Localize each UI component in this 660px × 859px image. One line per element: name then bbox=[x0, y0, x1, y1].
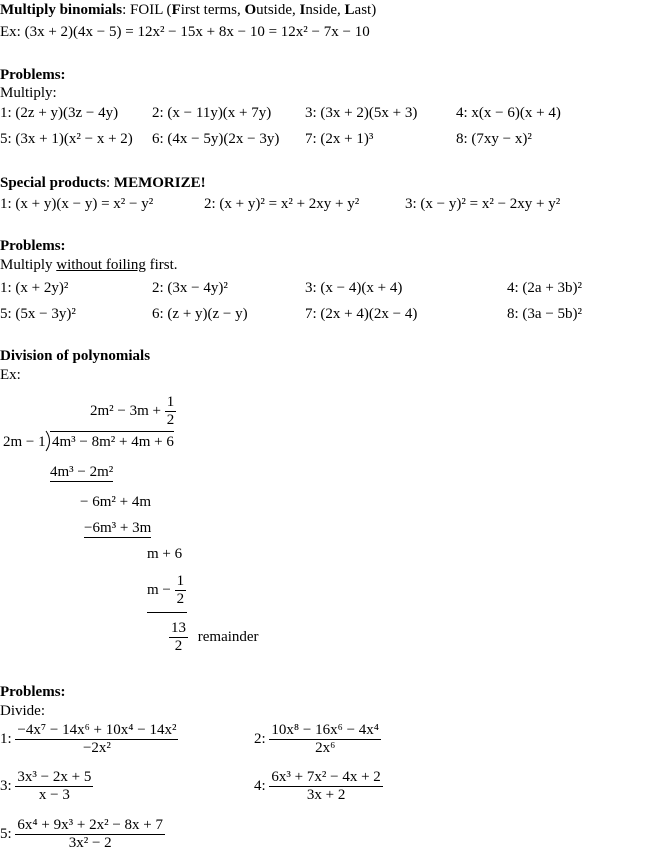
division-step-4: m + 6 bbox=[147, 546, 183, 562]
problem2-item-7: 7: (2x + 4)(2x − 4) bbox=[305, 306, 418, 322]
division-remainder: $\frac{13}{2}$ remainder bbox=[171, 620, 259, 654]
problem1-item-2: 2: (x − 11y)(x + 7y) bbox=[152, 105, 272, 121]
problem2-item-3: 3: (x − 4)(x + 4) bbox=[305, 280, 403, 296]
divide-problem-1-fraction: $\frac{\text{−4x⁷ − 14x⁶ + 10x⁴ − 14x²}}{\text{−2x²}}$ bbox=[17, 722, 177, 756]
problems2-instruction: Multiply without foiling first. bbox=[0, 257, 178, 273]
division-step-1: 4m³ − 2m² bbox=[50, 464, 114, 480]
problem1-item-6: 6: (4x − 5y)(2x − 3y) bbox=[152, 131, 280, 147]
foil-example: Ex: (3x + 2)(4x − 5) = 12x² − 15x + 8x − 10 = 12x² − 7x − 10 bbox=[0, 24, 370, 40]
divide-problem-4-fraction: $\frac{\text{6x³ + 7x² − 4x + 2}}{3x + 2}$ bbox=[271, 769, 381, 803]
special-heading: Special products: MEMORIZE! bbox=[0, 175, 206, 191]
division-heading: Division of polynomials bbox=[0, 348, 151, 364]
special-item-2: 2: (x + y)² = x² + 2xy + y² bbox=[204, 196, 360, 212]
division-separator-line bbox=[147, 612, 187, 613]
problem2-item-8: 8: (3a − 5b)² bbox=[507, 306, 583, 322]
problem1-item-5: 5: (3x + 1)(x² − x + 2) bbox=[0, 131, 133, 147]
divide-problem-5: 5: $\frac{\text{6x⁴ + 9x³ + 2x² − 8x + 7}}{\text{3x² − 2}}$ bbox=[0, 817, 163, 851]
divide-problem-4: 4: $\frac{\text{6x³ + 7x² − 4x + 2}}{3x + 2}$ bbox=[254, 769, 381, 803]
problem1-item-3: 3: (3x + 2)(5x + 3) bbox=[305, 105, 418, 121]
problem2-item-5: 5: (5x − 3y)² bbox=[0, 306, 76, 322]
problem2-item-1: 1: (x + 2y)² bbox=[0, 280, 69, 296]
divide-problem-2-fraction: $\frac{\text{10x⁸ − 16x⁶ − 4x⁴}}{\text{2x⁶}}$ bbox=[271, 722, 380, 756]
division-quotient: 2m² − 3m + $\frac{1}{2}$ bbox=[90, 394, 175, 428]
problem1-item-8: 8: (7xy − x)² bbox=[456, 131, 532, 147]
problem2-item-2: 2: (3x − 4y)² bbox=[152, 280, 228, 296]
divide-problem-3: 3: $\frac{\text{3x³ − 2x + 5}}{x - 3}$ bbox=[0, 769, 92, 803]
foil-heading: Multiply binomials: FOIL (First terms, Outside, Inside, Last) bbox=[0, 2, 377, 18]
problem2-item-4: 4: (2a + 3b)² bbox=[507, 280, 583, 296]
special-item-3: 3: (x − y)² = x² − 2xy + y² bbox=[405, 196, 561, 212]
division-divisor: 2m − 1 bbox=[3, 434, 46, 450]
divide-problem-1: 1: $\frac{\text{−4x⁷ − 14x⁶ + 10x⁴ − 14x²}}{\text{−2x²}}$ bbox=[0, 722, 177, 756]
division-ex-label: Ex: bbox=[0, 367, 21, 383]
problems2-heading: Problems: bbox=[0, 238, 66, 254]
problems3-instruction: Divide: bbox=[0, 703, 45, 719]
quotient-fraction: $\frac{1}{2}$ bbox=[166, 394, 175, 428]
division-step-3: −6m³ + 3m bbox=[84, 520, 152, 536]
problem1-item-7: 7: (2x + 1)³ bbox=[305, 131, 374, 147]
problem2-item-6: 6: (z + y)(z − y) bbox=[152, 306, 248, 322]
step5-fraction: $\frac{1}{2}$ bbox=[176, 573, 185, 607]
divide-problem-3-fraction: $\frac{\text{3x³ − 2x + 5}}{x - 3}$ bbox=[17, 769, 92, 803]
division-step-5: m − $\frac{1}{2}$ bbox=[147, 573, 185, 607]
problems1-heading: Problems: bbox=[0, 67, 66, 83]
problems3-heading: Problems: bbox=[0, 684, 66, 700]
divide-problem-5-fraction: $\frac{\text{6x⁴ + 9x³ + 2x² − 8x + 7}}{\text{3x² − 2}}$ bbox=[17, 817, 163, 851]
special-item-1: 1: (x + y)(x − y) = x² − y² bbox=[0, 196, 154, 212]
division-step-2: − 6m² + 4m bbox=[80, 494, 152, 510]
problems1-instruction: Multiply: bbox=[0, 85, 57, 101]
problem1-item-4: 4: x(x − 6)(x + 4) bbox=[456, 105, 561, 121]
problem1-item-1: 1: (2z + y)(3z − 4y) bbox=[0, 105, 119, 121]
division-dividend: 4m³ − 8m² + 4m + 6 bbox=[50, 431, 174, 451]
remainder-fraction: $\frac{13}{2}$ bbox=[171, 620, 186, 654]
divide-problem-2: 2: $\frac{\text{10x⁸ − 16x⁶ − 4x⁴}}{\text{2x⁶}}$ bbox=[254, 722, 380, 756]
